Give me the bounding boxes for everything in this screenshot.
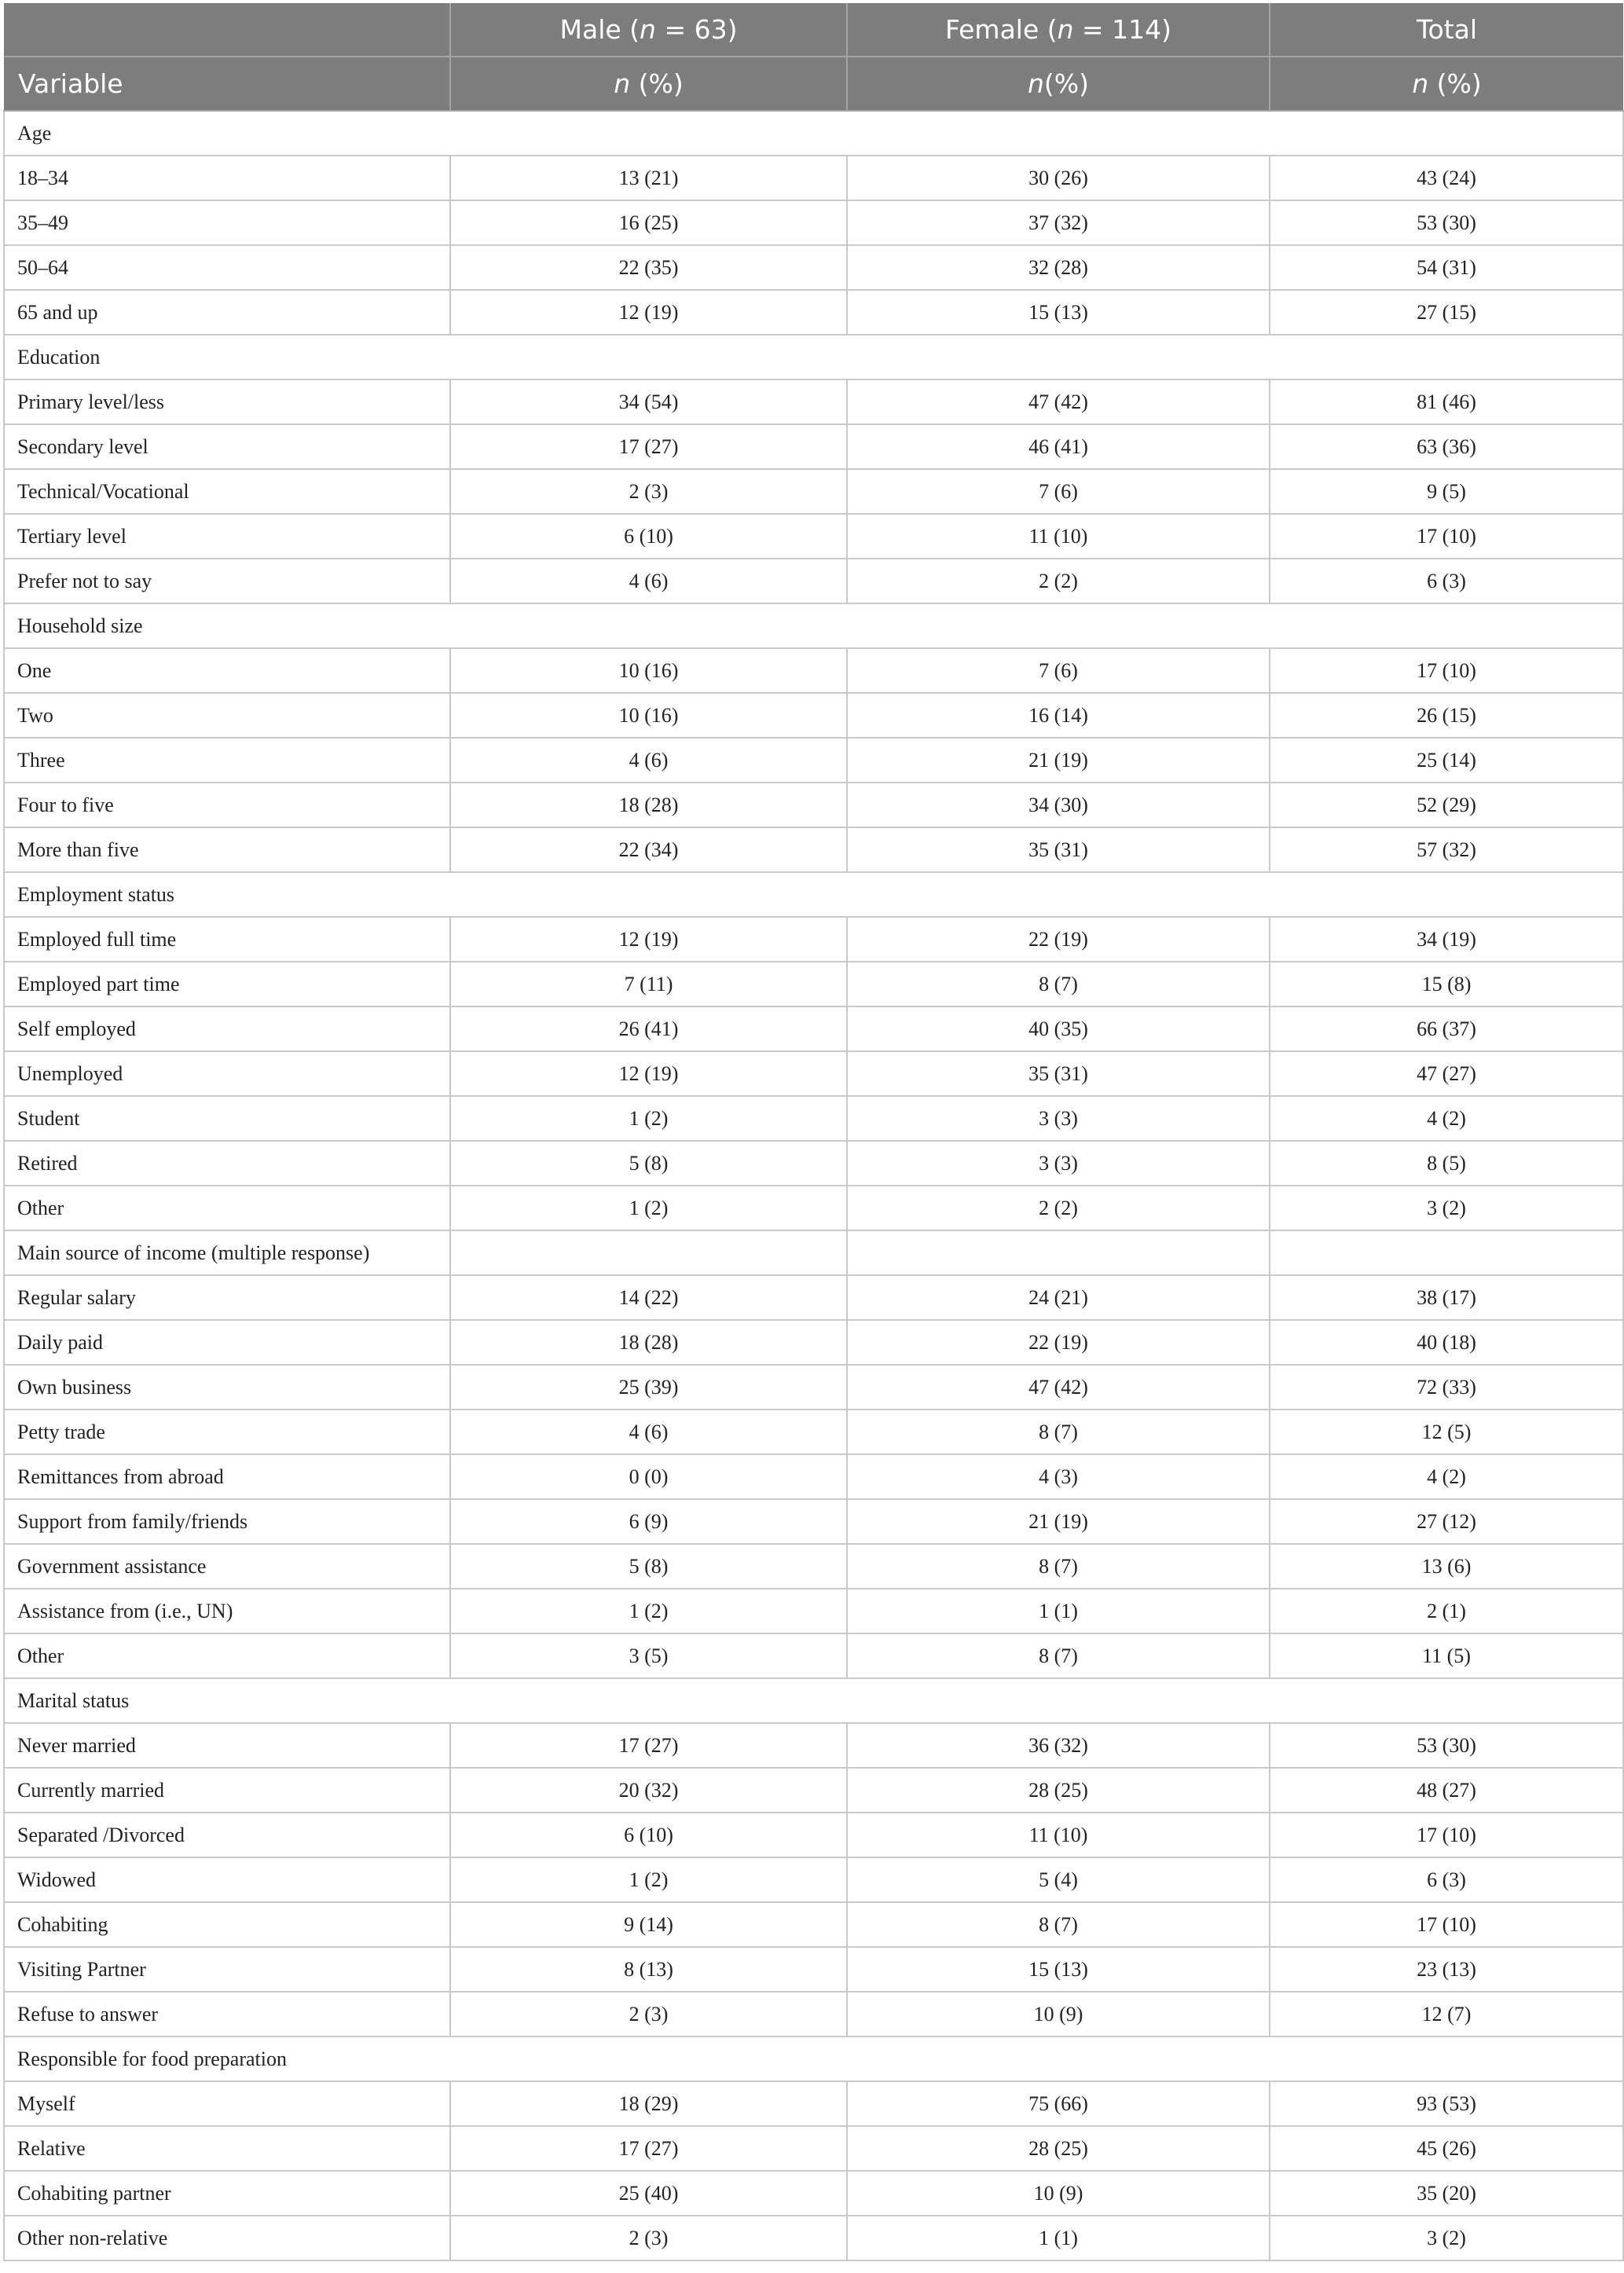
row-label: Regular salary: [4, 1275, 450, 1320]
row-label: Remittances from abroad: [4, 1454, 450, 1499]
male-value: 22 (34): [450, 827, 847, 872]
table-row: [4, 1947, 1623, 1992]
male-value: 16 (25): [450, 200, 847, 245]
total-value: 47 (27): [1270, 1051, 1623, 1096]
male-value: 18 (29): [450, 2081, 847, 2126]
female-value: 5 (4): [847, 1857, 1270, 1902]
male-value: 2 (3): [450, 1992, 847, 2037]
header-cell-blank: [4, 3, 450, 57]
row-label: Relative: [4, 2126, 450, 2171]
total-value: 43 (24): [1270, 156, 1623, 200]
row-label: Currently married: [4, 1768, 450, 1813]
table-row: [4, 1186, 1623, 1230]
table-row: [4, 156, 1623, 200]
header-row-groups: [4, 3, 1623, 57]
female-value: 22 (19): [847, 1320, 1270, 1365]
table-row: [4, 648, 1623, 693]
male-value: 2 (3): [450, 2216, 847, 2260]
female-value: 8 (7): [847, 1544, 1270, 1589]
male-value: 13 (21): [450, 156, 847, 200]
female-value: 75 (66): [847, 2081, 1270, 2126]
total-value: 8 (5): [1270, 1141, 1623, 1186]
female-value: 34 (30): [847, 783, 1270, 827]
row-label: Tertiary level: [4, 514, 450, 559]
total-value: 27 (15): [1270, 290, 1623, 335]
total-value: 25 (14): [1270, 738, 1623, 783]
section-label: Marital status: [4, 1678, 1623, 1723]
male-value: 1 (2): [450, 1857, 847, 1902]
female-value: 46 (41): [847, 424, 1270, 469]
table-section-row: [4, 1230, 1623, 1275]
row-label: Three: [4, 738, 450, 783]
female-value: 8 (7): [847, 1410, 1270, 1454]
row-label: 18–34: [4, 156, 450, 200]
total-value: 13 (6): [1270, 1544, 1623, 1589]
table-row: [4, 1006, 1623, 1051]
male-value: 2 (3): [450, 469, 847, 514]
header-row-units: [4, 57, 1623, 111]
female-value: 24 (21): [847, 1275, 1270, 1320]
table-row: [4, 1410, 1623, 1454]
section-label: Household size: [4, 603, 1623, 648]
section-label: Main source of income (multiple response): [4, 1230, 450, 1275]
row-label: Own business: [4, 1365, 450, 1410]
female-value: 21 (19): [847, 1499, 1270, 1544]
row-label: Primary level/less: [4, 379, 450, 424]
demographics-table: [3, 3, 1624, 2261]
male-value: 25 (40): [450, 2171, 847, 2216]
female-value: 16 (14): [847, 693, 1270, 738]
female-value: 10 (9): [847, 1992, 1270, 2037]
total-value: 54 (31): [1270, 245, 1623, 290]
female-value: 47 (42): [847, 1365, 1270, 1410]
male-value: 10 (16): [450, 648, 847, 693]
row-label: Other non-relative: [4, 2216, 450, 2260]
row-label: Four to five: [4, 783, 450, 827]
total-value: 52 (29): [1270, 783, 1623, 827]
table-row: [4, 379, 1623, 424]
section-label: Education: [4, 335, 1623, 379]
female-value: 7 (6): [847, 648, 1270, 693]
table-row: [4, 514, 1623, 559]
table-section-row: [4, 111, 1623, 156]
male-value: 5 (8): [450, 1544, 847, 1589]
table-section-row: [4, 2037, 1623, 2081]
total-value: 6 (3): [1270, 559, 1623, 603]
male-value: 4 (6): [450, 1410, 847, 1454]
demographics-table-container: [3, 3, 1622, 2261]
row-label: Self employed: [4, 1006, 450, 1051]
male-value: 12 (19): [450, 1051, 847, 1096]
male-value: 3 (5): [450, 1633, 847, 1678]
table-body: [4, 111, 1623, 2260]
female-value: 40 (35): [847, 1006, 1270, 1051]
total-value: 57 (32): [1270, 827, 1623, 872]
row-label: One: [4, 648, 450, 693]
total-value: 15 (8): [1270, 962, 1623, 1006]
total-value: 53 (30): [1270, 1723, 1623, 1768]
table-row: [4, 245, 1623, 290]
male-value: 4 (6): [450, 738, 847, 783]
total-value: 72 (33): [1270, 1365, 1623, 1410]
empty-cell: [1270, 1230, 1623, 1275]
table-row: [4, 2081, 1623, 2126]
total-value: 3 (2): [1270, 1186, 1623, 1230]
row-label: Secondary level: [4, 424, 450, 469]
female-value: 32 (28): [847, 245, 1270, 290]
male-value: 26 (41): [450, 1006, 847, 1051]
total-value: 9 (5): [1270, 469, 1623, 514]
male-value: 8 (13): [450, 1947, 847, 1992]
male-value: 20 (32): [450, 1768, 847, 1813]
female-value: 47 (42): [847, 379, 1270, 424]
female-value: 1 (1): [847, 2216, 1270, 2260]
total-value: 6 (3): [1270, 1857, 1623, 1902]
male-value: 1 (2): [450, 1096, 847, 1141]
male-value: 12 (19): [450, 917, 847, 962]
total-value: 2 (1): [1270, 1589, 1623, 1633]
row-label: Government assistance: [4, 1544, 450, 1589]
male-value: 6 (10): [450, 1813, 847, 1857]
male-value: 18 (28): [450, 1320, 847, 1365]
row-label: Refuse to answer: [4, 1992, 450, 2037]
male-value: 4 (6): [450, 559, 847, 603]
total-value: 40 (18): [1270, 1320, 1623, 1365]
table-row: [4, 1723, 1623, 1768]
table-section-row: [4, 872, 1623, 917]
row-label: Cohabiting: [4, 1902, 450, 1947]
header-cell-male-unit: n (%): [450, 57, 847, 111]
female-value: 10 (9): [847, 2171, 1270, 2216]
female-value: 8 (7): [847, 1633, 1270, 1678]
table-row: [4, 1454, 1623, 1499]
male-value: 18 (28): [450, 783, 847, 827]
total-value: 12 (7): [1270, 1992, 1623, 2037]
male-value: 12 (19): [450, 290, 847, 335]
male-value: 25 (39): [450, 1365, 847, 1410]
table-section-row: [4, 1678, 1623, 1723]
table-row: [4, 559, 1623, 603]
female-value: 4 (3): [847, 1454, 1270, 1499]
female-value: 21 (19): [847, 738, 1270, 783]
row-label: 50–64: [4, 245, 450, 290]
row-label: Widowed: [4, 1857, 450, 1902]
row-label: More than five: [4, 827, 450, 872]
table-row: [4, 1051, 1623, 1096]
row-label: Support from family/friends: [4, 1499, 450, 1544]
total-value: 17 (10): [1270, 648, 1623, 693]
female-value: 28 (25): [847, 2126, 1270, 2171]
male-value: 17 (27): [450, 2126, 847, 2171]
table-row: [4, 738, 1623, 783]
female-value: 22 (19): [847, 917, 1270, 962]
male-value: 6 (10): [450, 514, 847, 559]
row-label: Other: [4, 1186, 450, 1230]
row-label: Separated /Divorced: [4, 1813, 450, 1857]
male-value: 34 (54): [450, 379, 847, 424]
row-label: Other: [4, 1633, 450, 1678]
total-value: 3 (2): [1270, 2216, 1623, 2260]
row-label: Prefer not to say: [4, 559, 450, 603]
table-row: [4, 1902, 1623, 1947]
table-row: [4, 1141, 1623, 1186]
table-row: [4, 200, 1623, 245]
table-row: [4, 917, 1623, 962]
table-row: [4, 1544, 1623, 1589]
female-value: 3 (3): [847, 1141, 1270, 1186]
table-row: [4, 1096, 1623, 1141]
section-label: Responsible for food preparation: [4, 2037, 1623, 2081]
total-value: 63 (36): [1270, 424, 1623, 469]
table-row: [4, 1275, 1623, 1320]
female-value: 1 (1): [847, 1589, 1270, 1633]
male-value: 17 (27): [450, 424, 847, 469]
total-value: 81 (46): [1270, 379, 1623, 424]
female-value: 7 (6): [847, 469, 1270, 514]
total-value: 4 (2): [1270, 1454, 1623, 1499]
total-value: 23 (13): [1270, 1947, 1623, 1992]
table-row: [4, 827, 1623, 872]
female-value: 2 (2): [847, 1186, 1270, 1230]
table-row: [4, 2126, 1623, 2171]
female-value: 30 (26): [847, 156, 1270, 200]
row-label: Daily paid: [4, 1320, 450, 1365]
row-label: Student: [4, 1096, 450, 1141]
table-row: [4, 1499, 1623, 1544]
row-label: Employed part time: [4, 962, 450, 1006]
table-row: [4, 1320, 1623, 1365]
row-label: Petty trade: [4, 1410, 450, 1454]
male-value: 10 (16): [450, 693, 847, 738]
row-label: Employed full time: [4, 917, 450, 962]
row-label: Assistance from (i.e., UN): [4, 1589, 450, 1633]
total-value: 53 (30): [1270, 200, 1623, 245]
total-value: 38 (17): [1270, 1275, 1623, 1320]
total-value: 11 (5): [1270, 1633, 1623, 1678]
female-value: 11 (10): [847, 1813, 1270, 1857]
total-value: 26 (15): [1270, 693, 1623, 738]
female-value: 15 (13): [847, 1947, 1270, 1992]
header-cell-total: Total: [1270, 3, 1623, 57]
total-value: 45 (26): [1270, 2126, 1623, 2171]
row-label: Retired: [4, 1141, 450, 1186]
header-cell-male: Male (n = 63): [450, 3, 847, 57]
empty-cell: [450, 1230, 847, 1275]
row-label: Technical/Vocational: [4, 469, 450, 514]
table-row: [4, 962, 1623, 1006]
table-row: [4, 783, 1623, 827]
male-value: 6 (9): [450, 1499, 847, 1544]
section-label: Employment status: [4, 872, 1623, 917]
table-row: [4, 1365, 1623, 1410]
total-value: 17 (10): [1270, 1813, 1623, 1857]
row-label: Two: [4, 693, 450, 738]
table-row: [4, 1633, 1623, 1678]
header-cell-total-unit: n (%): [1270, 57, 1623, 111]
male-value: 7 (11): [450, 962, 847, 1006]
table-row: [4, 1768, 1623, 1813]
table-row: [4, 1813, 1623, 1857]
table-section-row: [4, 603, 1623, 648]
row-label: Never married: [4, 1723, 450, 1768]
female-value: 35 (31): [847, 827, 1270, 872]
total-value: 17 (10): [1270, 514, 1623, 559]
female-value: 35 (31): [847, 1051, 1270, 1096]
male-value: 1 (2): [450, 1589, 847, 1633]
total-value: 4 (2): [1270, 1096, 1623, 1141]
male-value: 0 (0): [450, 1454, 847, 1499]
female-value: 28 (25): [847, 1768, 1270, 1813]
table-header: [4, 3, 1623, 111]
female-value: 8 (7): [847, 1902, 1270, 1947]
row-label: 65 and up: [4, 290, 450, 335]
male-value: 5 (8): [450, 1141, 847, 1186]
section-label: Age: [4, 111, 1623, 156]
total-value: 27 (12): [1270, 1499, 1623, 1544]
table-row: [4, 693, 1623, 738]
female-value: 8 (7): [847, 962, 1270, 1006]
table-row: [4, 469, 1623, 514]
table-row: [4, 290, 1623, 335]
male-value: 1 (2): [450, 1186, 847, 1230]
header-cell-female-unit: n(%): [847, 57, 1270, 111]
total-value: 48 (27): [1270, 1768, 1623, 1813]
table-section-row: [4, 335, 1623, 379]
row-label: Cohabiting partner: [4, 2171, 450, 2216]
total-value: 17 (10): [1270, 1902, 1623, 1947]
table-row: [4, 424, 1623, 469]
table-row: [4, 2171, 1623, 2216]
header-cell-female: Female (n = 114): [847, 3, 1270, 57]
male-value: 14 (22): [450, 1275, 847, 1320]
male-value: 9 (14): [450, 1902, 847, 1947]
female-value: 37 (32): [847, 200, 1270, 245]
total-value: 35 (20): [1270, 2171, 1623, 2216]
empty-cell: [847, 1230, 1270, 1275]
table-row: [4, 1857, 1623, 1902]
male-value: 17 (27): [450, 1723, 847, 1768]
total-value: 93 (53): [1270, 2081, 1623, 2126]
table-row: [4, 1589, 1623, 1633]
total-value: 34 (19): [1270, 917, 1623, 962]
row-label: Unemployed: [4, 1051, 450, 1096]
female-value: 3 (3): [847, 1096, 1270, 1141]
female-value: 11 (10): [847, 514, 1270, 559]
table-row: [4, 2216, 1623, 2260]
row-label: 35–49: [4, 200, 450, 245]
female-value: 36 (32): [847, 1723, 1270, 1768]
row-label: Myself: [4, 2081, 450, 2126]
header-cell-variable: Variable: [4, 57, 450, 111]
total-value: 12 (5): [1270, 1410, 1623, 1454]
table-row: [4, 1992, 1623, 2037]
female-value: 15 (13): [847, 290, 1270, 335]
total-value: 66 (37): [1270, 1006, 1623, 1051]
female-value: 2 (2): [847, 559, 1270, 603]
row-label: Visiting Partner: [4, 1947, 450, 1992]
male-value: 22 (35): [450, 245, 847, 290]
